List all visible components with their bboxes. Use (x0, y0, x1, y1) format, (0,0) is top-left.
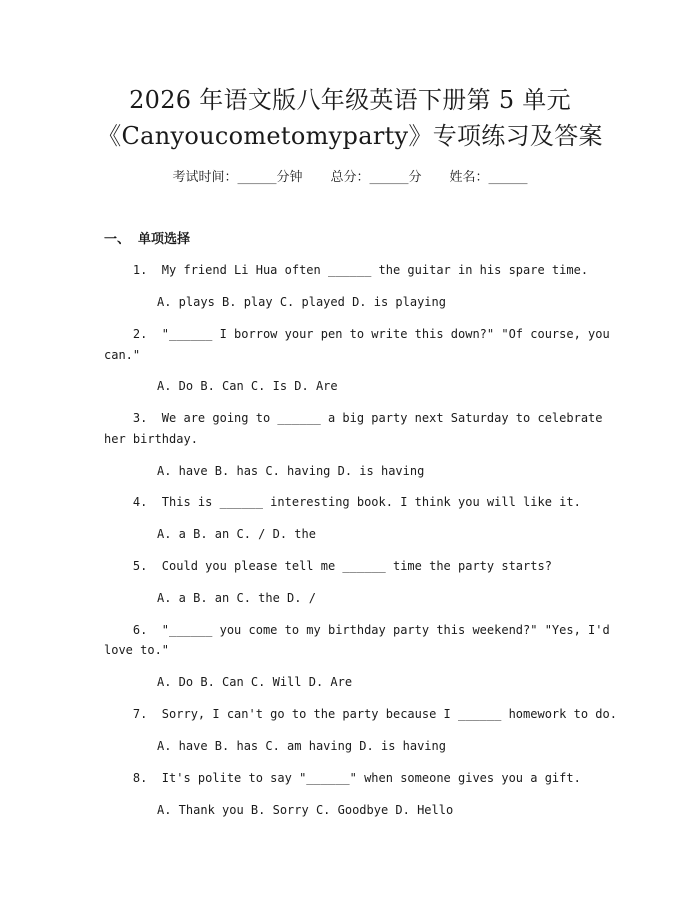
question-4-options: A. a B. an C. / D. the (157, 527, 316, 541)
document-title-line-2: 《Canyoucometomyparty》专项练习及答案 (97, 122, 603, 150)
exam-name-label: 姓名：______ (449, 170, 528, 185)
question-6-options: A. Do B. Can C. Will D. Are (157, 675, 353, 689)
question-1-options: A. plays B. play C. played D. is playing (157, 295, 446, 309)
question-1-line-1: 1. My friend Li Hua often ______ the guitar in his spare time. (104, 263, 589, 277)
question-2-line-1: 2. "______ I borrow your pen to write this down?" "Of course, you (104, 327, 610, 341)
section-heading (104, 230, 190, 250)
question-6-line-2: love to." (104, 643, 170, 657)
question-2-options: A. Do B. Can C. Is D. Are (157, 379, 338, 393)
question-3-options: A. have B. has C. having D. is having (157, 464, 425, 478)
question-2-line-2: can." (104, 348, 141, 362)
question-6-line-1: 6. "______ you come to my birthday party this weekend?" "Yes, I'd (104, 623, 610, 637)
document-title-line-1: 2026 年语文版八年级英语下册第 5 单元 (129, 86, 571, 114)
question-7-line-1: 7. Sorry, I can't go to the party because I ______ homework to do. (104, 707, 617, 721)
question-3-line-1: 3. We are going to ______ a big party next Saturday to celebrate (104, 411, 603, 425)
question-5-options: A. a B. an C. the D. / (157, 591, 316, 605)
exam-meta (0, 168, 700, 188)
exam-time-label: 考试时间：______分钟 (172, 170, 303, 185)
exam-score-label: 总分：______分 (330, 170, 422, 185)
section-number: 一、 (104, 232, 131, 247)
question-7-options: A. have B. has C. am having D. is having (157, 739, 446, 753)
section-title: 单项选择 (138, 232, 191, 247)
question-3-line-2: her birthday. (104, 432, 198, 446)
question-5-line-1: 5. Could you please tell me ______ time the party starts? (104, 559, 552, 573)
question-4-line-1: 4. This is ______ interesting book. I think you will like it. (104, 495, 581, 509)
question-8-line-1: 8. It's polite to say "______" when someone gives you a gift. (104, 771, 581, 785)
question-8-options: A. Thank you B. Sorry C. Goodbye D. Hello (157, 803, 454, 817)
